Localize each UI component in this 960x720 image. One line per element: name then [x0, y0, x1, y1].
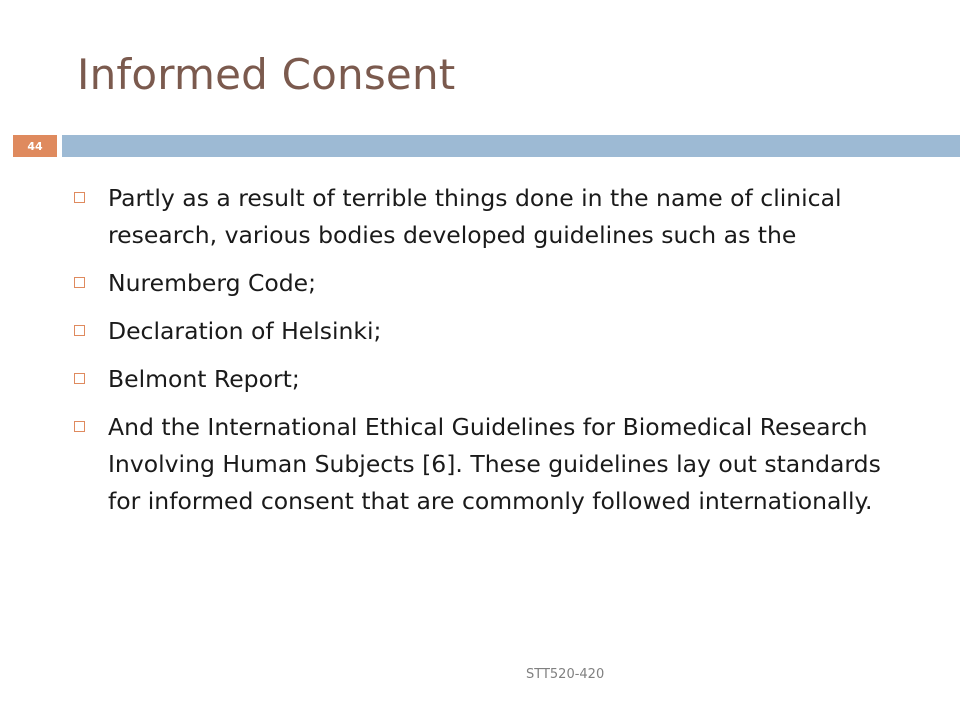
bullet-text: Partly as a result of terrible things done in the name of clinical research, various bodies developed guidelines such as the — [108, 184, 842, 249]
bullet-item — [70, 265, 890, 302]
bullet-list — [70, 180, 890, 531]
bullet-item — [70, 313, 890, 350]
square-bullet-icon — [74, 373, 85, 384]
header-rule — [62, 135, 960, 157]
bullet-item — [70, 180, 890, 254]
bullet-text: Belmont Report; — [108, 365, 300, 393]
square-bullet-icon — [74, 277, 85, 288]
square-bullet-icon — [74, 421, 85, 432]
bullet-item — [70, 361, 890, 398]
bullet-text: Declaration of Helsinki; — [108, 317, 382, 345]
bullet-text: Nuremberg Code; — [108, 269, 317, 297]
slide-number: 44 — [13, 135, 57, 157]
slide-title: Informed Consent — [77, 50, 456, 99]
bullet-text: And the International Ethical Guidelines for Biomedical Research Involving Human Subjects [6]. These guidelines lay out standards for informed consent that are commonly followed internationally. — [108, 413, 881, 515]
square-bullet-icon — [74, 325, 85, 336]
slide-footer: STT520-420 — [526, 667, 605, 682]
square-bullet-icon — [74, 192, 85, 203]
bullet-item — [70, 409, 890, 520]
